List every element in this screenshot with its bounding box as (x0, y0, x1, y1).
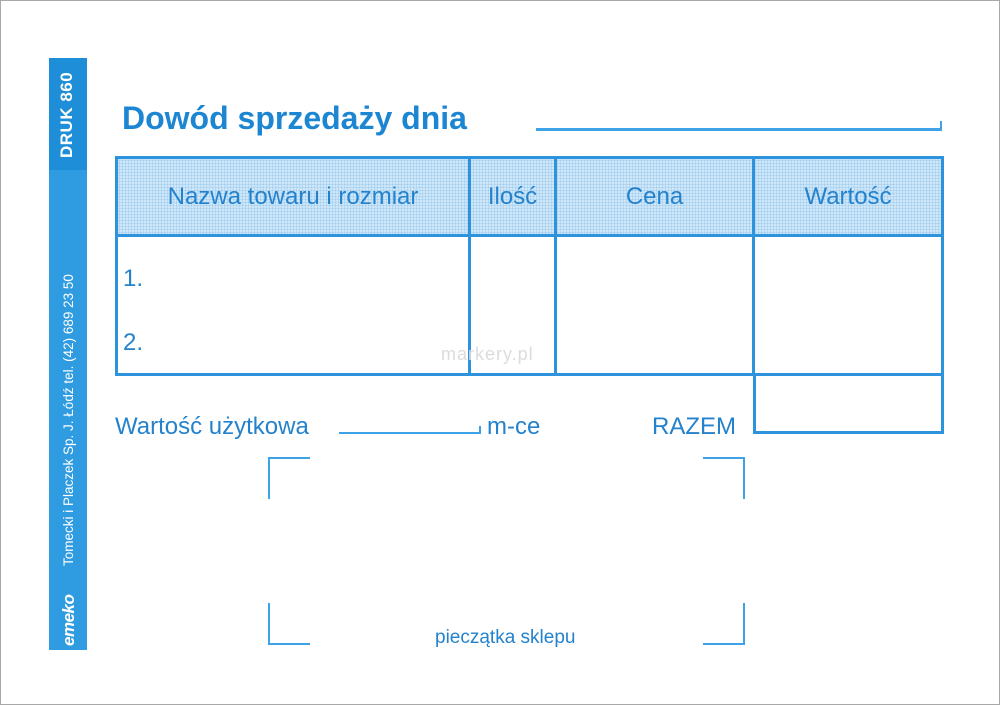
stamp-label: pieczątka sklepu (435, 627, 576, 648)
total-field[interactable] (753, 373, 944, 434)
stamp-corner (703, 457, 745, 499)
row-number-2: 2. (123, 329, 144, 356)
usage-value-label: Wartość użytkowa (115, 413, 309, 440)
date-fill-line[interactable] (536, 128, 942, 131)
header-quantity: Ilość (487, 182, 538, 210)
brand-logo: emeko (59, 594, 78, 646)
header-price: Cena (625, 182, 684, 210)
publisher-info: Tomecki i Placzek Sp. J. Łódź tel. (42) 689 23 50 (61, 274, 76, 566)
header-name: Nazwa towaru i rozmiar (167, 182, 419, 210)
unit-label: m-ce (487, 413, 541, 440)
items-table (115, 156, 944, 376)
stamp-corner (268, 603, 310, 645)
form-code: DRUK 860 (57, 71, 76, 158)
stamp-corner (268, 457, 310, 499)
row-number-1: 1. (123, 265, 144, 292)
watermark: markery.pl (441, 344, 534, 364)
usage-value-fill-line[interactable] (339, 432, 481, 434)
form-title: Dowód sprzedaży dnia (122, 100, 467, 136)
total-label: RAZEM (652, 413, 736, 440)
stamp-corner (703, 603, 745, 645)
side-strip (49, 58, 87, 650)
header-value: Wartość (804, 182, 892, 210)
